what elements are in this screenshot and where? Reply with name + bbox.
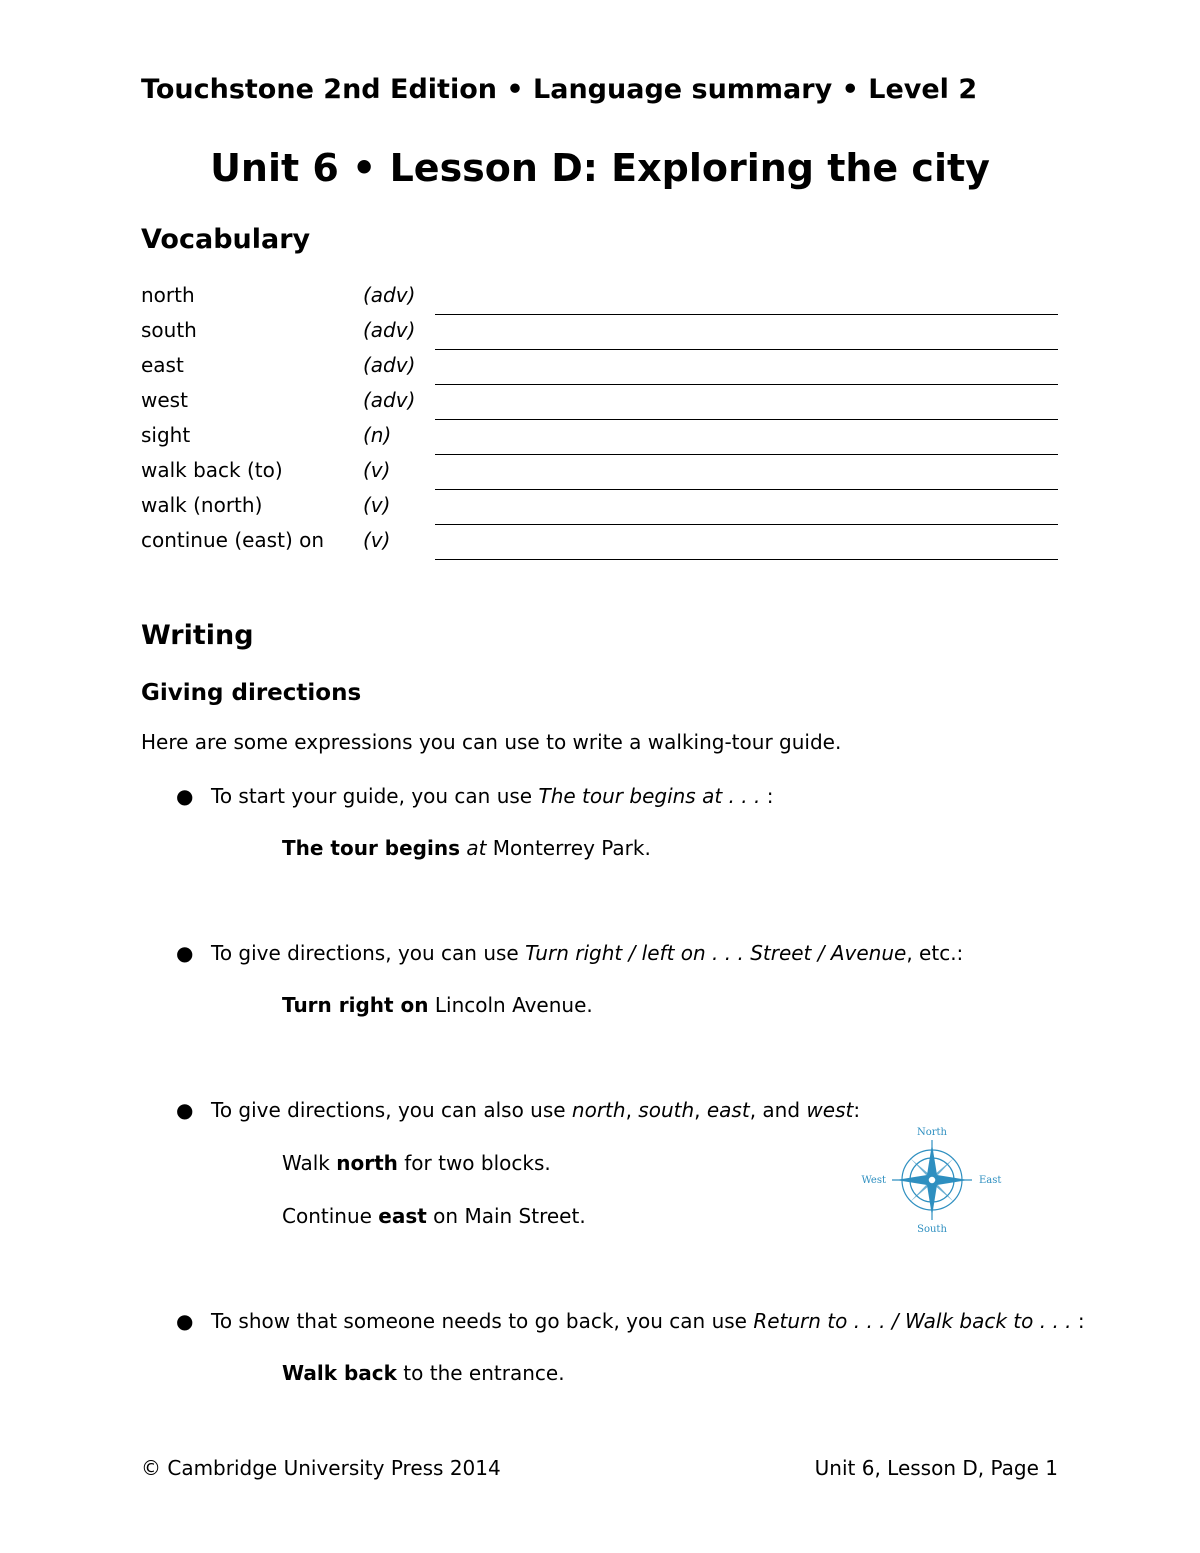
example-rest: for two blocks. [397, 1151, 551, 1175]
compass-label-west: West [861, 1175, 886, 1186]
bullet-text-italic: west [806, 1098, 854, 1122]
vocabulary-heading: Vocabulary [141, 224, 311, 255]
vocab-part-of-speech: (n) [363, 423, 392, 447]
bullet-text-plain: : [853, 1098, 861, 1122]
bullet-text-plain: To start your guide, you can use [211, 784, 539, 808]
bullet-dot: ● [176, 784, 194, 808]
compass-center [928, 1176, 936, 1184]
bullet-text-italic: south [638, 1098, 695, 1122]
document-header: Touchstone 2nd Edition • Language summary • Level 2 [141, 74, 978, 105]
bullet-text-plain: , [625, 1098, 639, 1122]
example-sentence [282, 1151, 551, 1175]
vocab-row [141, 420, 1061, 455]
vocab-part-of-speech: (v) [363, 458, 391, 482]
bullet-dot: ● [176, 1098, 194, 1122]
giving-directions-subheading: Giving directions [141, 680, 362, 706]
example-sentence [282, 836, 651, 860]
bullet-dot: ● [176, 1309, 194, 1333]
vocab-row [141, 385, 1061, 420]
vocab-answer-line [435, 559, 1058, 560]
vocab-word: continue (east) on [141, 528, 325, 552]
compass-point-west [896, 1175, 932, 1185]
footer-page-reference: Unit 6, Lesson D, Page 1 [814, 1456, 1058, 1480]
bullet-text-plain: , and [749, 1098, 807, 1122]
vocab-word: south [141, 318, 197, 342]
bullet-text [211, 784, 773, 808]
bullet-text-italic: Return to . . . / Walk back to . . . [753, 1309, 1078, 1333]
vocab-part-of-speech: (v) [363, 528, 391, 552]
bullet-text-plain: , [694, 1098, 707, 1122]
vocab-part-of-speech: (adv) [363, 353, 416, 377]
bullet-text [211, 941, 963, 965]
compass-point-east [932, 1175, 968, 1185]
vocab-word: sight [141, 423, 191, 447]
example-bold: east [378, 1204, 427, 1228]
bullet-text-italic: Turn right / left on . . . Street / Avenue [525, 941, 907, 965]
vocab-word: west [141, 388, 188, 412]
example-pre: Walk [282, 1151, 337, 1175]
vocabulary-list [141, 280, 1061, 560]
vocab-part-of-speech: (adv) [363, 388, 416, 412]
example-sentence [282, 1361, 565, 1385]
example-rest: on Main Street. [426, 1204, 586, 1228]
vocab-part-of-speech: (v) [363, 493, 391, 517]
bullet-text-plain: , etc.: [906, 941, 964, 965]
bullet-text-italic: east [706, 1098, 750, 1122]
bullet-text-italic: north [571, 1098, 626, 1122]
example-rest: Lincoln Avenue. [428, 993, 593, 1017]
vocab-part-of-speech: (adv) [363, 318, 416, 342]
example-sentence [282, 1204, 586, 1228]
example-rest: to the entrance. [396, 1361, 565, 1385]
vocab-row [141, 525, 1061, 560]
bullet-text-plain: To give directions, you can also use [211, 1098, 572, 1122]
compass-label-north: North [916, 1127, 948, 1138]
bullet-text-plain: : [766, 784, 774, 808]
vocab-row [141, 455, 1061, 490]
example-sentence [282, 993, 593, 1017]
example-bold: Walk back [282, 1361, 397, 1385]
compass-label-east: East [979, 1175, 1002, 1186]
example-bold: The tour begins [282, 836, 460, 860]
vocab-word: walk back (to) [141, 458, 283, 482]
example-rest: Monterrey Park. [486, 836, 651, 860]
example-italic: at [459, 836, 487, 860]
vocab-word: walk (north) [141, 493, 263, 517]
vocab-word: north [141, 283, 195, 307]
compass-rose-illustration [858, 1124, 1006, 1236]
bullet-text-plain: To give directions, you can use [211, 941, 526, 965]
bullet-text [211, 1098, 860, 1122]
example-bold: north [336, 1151, 398, 1175]
vocab-row [141, 350, 1061, 385]
bullet-dot: ● [176, 941, 194, 965]
bullet-text-plain: : [1077, 1309, 1085, 1333]
vocab-row [141, 280, 1061, 315]
vocab-word: east [141, 353, 184, 377]
footer-copyright: © Cambridge University Press 2014 [141, 1456, 501, 1480]
vocab-row [141, 315, 1061, 350]
page-title: Unit 6 • Lesson D: Exploring the city [210, 146, 990, 190]
compass-icon [858, 1124, 1006, 1236]
compass-label-south: South [917, 1224, 947, 1235]
bullet-text-italic: The tour begins at . . . [538, 784, 767, 808]
writing-intro: Here are some expressions you can use to write a walking-tour guide. [141, 730, 842, 754]
vocab-row [141, 490, 1061, 525]
bullet-text-plain: To show that someone needs to go back, you can use [211, 1309, 754, 1333]
example-bold: Turn right on [282, 993, 429, 1017]
writing-heading: Writing [141, 620, 254, 651]
bullet-text [211, 1309, 1085, 1333]
example-pre: Continue [282, 1204, 379, 1228]
vocab-part-of-speech: (adv) [363, 283, 416, 307]
